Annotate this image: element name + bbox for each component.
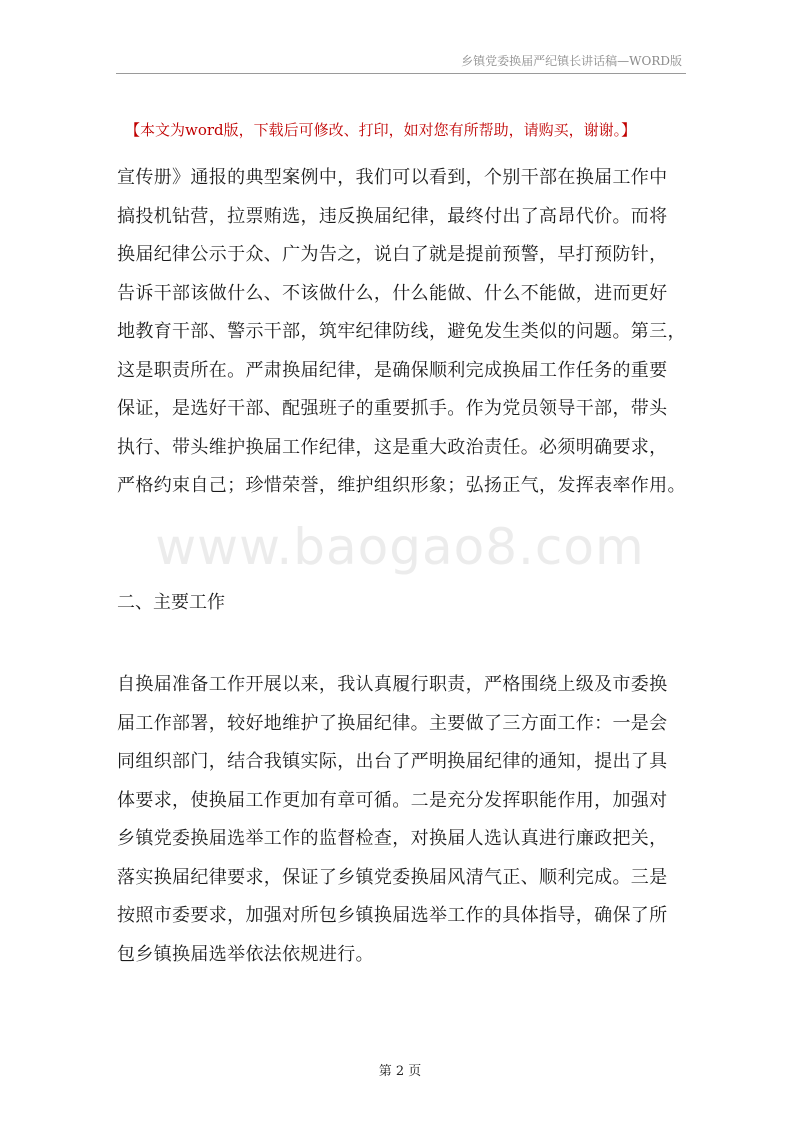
body-paragraph-2 bbox=[117, 666, 692, 974]
section-heading: 二、主要工作 bbox=[117, 592, 225, 613]
paragraph-line: 告诉干部该做什么、不该做什么，什么能做、什么不能做，进而更好 bbox=[117, 282, 668, 304]
paragraph-line: 按照市委要求，加强对所包乡镇换届选举工作的具体指导，确保了所 bbox=[117, 905, 668, 926]
purchase-notice: 【本文为word版，下载后可修改、打印，如对您有所帮助，请购买，谢谢。】 bbox=[125, 121, 637, 139]
paragraph-line: 换届纪律公示于众、广为告之，说白了就是提前预警，早打预防针， bbox=[117, 244, 668, 265]
paragraph-line: 宣传册》通报的典型案例中，我们可以看到，个别干部在换届工作中 bbox=[117, 167, 668, 188]
paragraph-line: 保证，是选好干部、配强班子的重要抓手。作为党员领导干部，带头 bbox=[117, 398, 668, 419]
header-divider bbox=[116, 73, 686, 74]
paragraph-line: 严格约束自己；珍惜荣誉，维护组织形象；弘扬正气，发挥表率作用。 bbox=[117, 475, 686, 496]
body-paragraph-1 bbox=[117, 159, 692, 506]
paragraph-line: 自换届准备工作开展以来，我认真履行职责，严格围绕上级及市委换 bbox=[117, 674, 668, 695]
paragraph-line: 乡镇党委换届选举工作的监督检查，对换届人选认真进行廉政把关， bbox=[117, 828, 668, 849]
paragraph-line: 包乡镇换届选举依法依规进行。 bbox=[117, 943, 374, 965]
document-header-title: 乡镇党委换届严纪镇长讲话稿—WORD版 bbox=[461, 54, 682, 68]
paragraph-line: 体要求，使换届工作更加有章可循。二是充分发挥职能作用，加强对 bbox=[117, 789, 668, 811]
paragraph-line: 落实换届纪律要求，保证了乡镇党委换届风清气正、顺利完成。三是 bbox=[117, 866, 668, 888]
paragraph-line: 同组织部门，结合我镇实际，出台了严明换届纪律的通知，提出了具 bbox=[117, 751, 668, 772]
site-watermark: www.baogao8.com bbox=[155, 518, 645, 576]
paragraph-line: 这是职责所在。严肃换届纪律，是确保顺利完成换届工作任务的重要 bbox=[117, 359, 668, 381]
page-number: 第 2 页 bbox=[378, 1064, 422, 1079]
paragraph-line: 搞投机钻营，拉票贿选，违反换届纪律，最终付出了高昂代价。而将 bbox=[117, 205, 668, 227]
paragraph-line: 届工作部署，较好地维护了换届纪律。主要做了三方面工作：一是会 bbox=[117, 712, 668, 734]
paragraph-line: 地教育干部、警示干部，筑牢纪律防线，避免发生类似的问题。第三， bbox=[117, 321, 686, 342]
paragraph-line: 执行、带头维护换届工作纪律，这是重大政治责任。必须明确要求， bbox=[117, 436, 668, 458]
